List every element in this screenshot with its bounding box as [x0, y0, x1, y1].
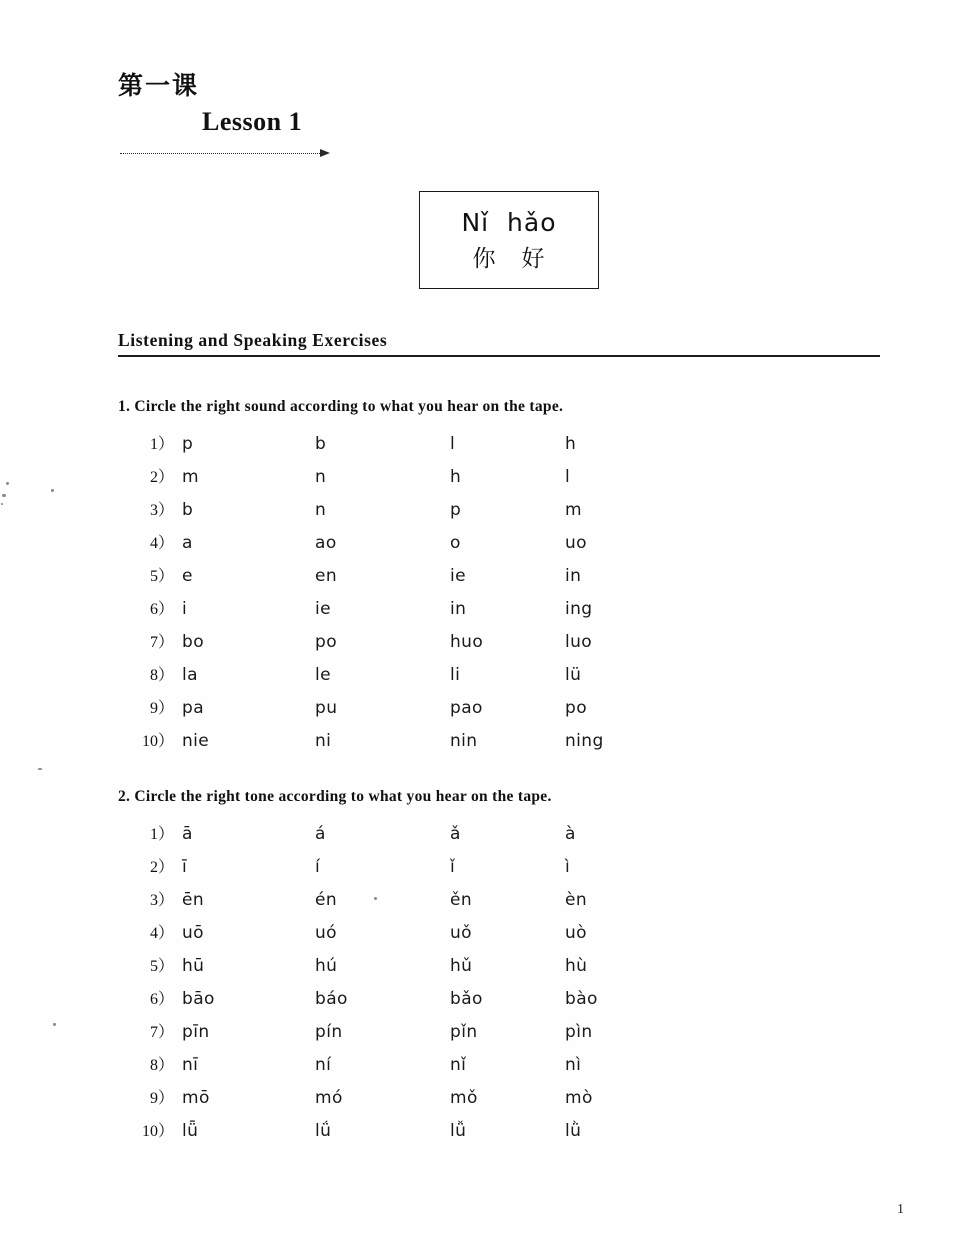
- option-choice[interactable]: le: [315, 665, 331, 685]
- option-choice[interactable]: ì: [565, 857, 571, 877]
- exercise-row: [118, 1016, 898, 1049]
- row-number: 10）: [141, 733, 174, 750]
- option-choice[interactable]: huo: [450, 632, 484, 652]
- option-choice[interactable]: pa: [182, 698, 205, 718]
- option-choice[interactable]: n: [315, 467, 327, 487]
- option-choice[interactable]: pǐn: [450, 1022, 478, 1042]
- option-choice[interactable]: ēn: [182, 890, 205, 910]
- option-choice[interactable]: ie: [450, 566, 466, 586]
- option-choice[interactable]: ī: [182, 857, 188, 877]
- option-choice[interactable]: bào: [565, 989, 598, 1009]
- row-number: 8）: [149, 667, 174, 684]
- option-choice[interactable]: ning: [565, 731, 604, 751]
- option-choice[interactable]: uo: [565, 533, 587, 553]
- option-choice[interactable]: e: [182, 566, 193, 586]
- exercise-rows: [118, 428, 898, 758]
- option-choice[interactable]: h: [565, 434, 577, 454]
- arrow-head-icon: [320, 149, 330, 157]
- row-number: 7）: [149, 634, 174, 651]
- exercise-row: [118, 725, 898, 758]
- option-choice[interactable]: in: [450, 599, 467, 619]
- option-choice[interactable]: nin: [450, 731, 478, 751]
- option-choice[interactable]: n: [315, 500, 327, 520]
- option-choice[interactable]: lǚ: [450, 1121, 467, 1141]
- option-choice[interactable]: ni: [315, 731, 332, 751]
- option-choice[interactable]: ā: [182, 824, 193, 844]
- option-choice[interactable]: uó: [315, 923, 337, 943]
- option-choice[interactable]: p: [182, 434, 194, 454]
- scan-speck: [6, 482, 9, 485]
- option-choice[interactable]: luo: [565, 632, 593, 652]
- exercise-prompt: 1. Circle the right sound according to what you hear on the tape.: [118, 398, 564, 415]
- exercise-prompt: 2. Circle the right tone according to what you hear on the tape.: [118, 788, 552, 805]
- option-choice[interactable]: mō: [182, 1088, 210, 1108]
- option-choice[interactable]: lǖ: [182, 1121, 199, 1141]
- scan-speck: [2, 494, 6, 497]
- option-choice[interactable]: lǜ: [565, 1121, 582, 1141]
- option-choice[interactable]: í: [315, 857, 321, 877]
- scan-speck: [51, 489, 54, 492]
- row-number: 7）: [149, 1024, 174, 1041]
- exercise-row: [118, 983, 898, 1016]
- option-choice[interactable]: èn: [565, 890, 588, 910]
- option-choice[interactable]: po: [315, 632, 337, 652]
- option-choice[interactable]: bo: [182, 632, 204, 652]
- option-choice[interactable]: lü: [565, 665, 582, 685]
- option-choice[interactable]: uò: [565, 923, 587, 943]
- scan-speck: [1, 503, 3, 505]
- lesson-header: [118, 72, 538, 137]
- exercise-row: [118, 851, 898, 884]
- exercise-block-1: [118, 398, 898, 758]
- option-choice[interactable]: en: [315, 566, 338, 586]
- option-choice[interactable]: a: [182, 533, 193, 553]
- exercise-row: [118, 1115, 898, 1148]
- row-number: 3）: [149, 892, 174, 909]
- option-choice[interactable]: nie: [182, 731, 210, 751]
- exercise-row: [118, 950, 898, 983]
- option-choice[interactable]: uō: [182, 923, 204, 943]
- option-choice[interactable]: ǐ: [450, 857, 456, 877]
- option-choice[interactable]: ao: [315, 533, 337, 553]
- option-choice[interactable]: la: [182, 665, 198, 685]
- scan-speck: [53, 1023, 56, 1026]
- lesson-title-box: [419, 191, 599, 289]
- row-number: 3）: [149, 502, 174, 519]
- exercise-row: [118, 1049, 898, 1082]
- title-box-pinyin: Nǐ hǎo: [461, 207, 557, 237]
- exercise-row: [118, 593, 898, 626]
- option-choice[interactable]: i: [182, 599, 188, 619]
- option-choice[interactable]: pao: [450, 698, 483, 718]
- row-number: 6）: [149, 991, 174, 1008]
- option-choice[interactable]: hù: [565, 956, 588, 976]
- row-number: 8）: [149, 1057, 174, 1074]
- lesson-title-english: Lesson 1: [202, 106, 303, 136]
- exercise-row: [118, 692, 898, 725]
- option-choice[interactable]: mò: [565, 1088, 593, 1108]
- scan-speck: [38, 768, 42, 770]
- option-choice[interactable]: hǔ: [450, 956, 473, 976]
- option-choice[interactable]: b: [182, 500, 194, 520]
- option-choice[interactable]: nì: [565, 1055, 582, 1075]
- row-number: 6）: [149, 601, 174, 618]
- exercise-row: [118, 917, 898, 950]
- row-number: 1）: [149, 436, 174, 453]
- row-number: 9）: [149, 1090, 174, 1107]
- lesson-title-chinese: 第一课: [118, 71, 200, 100]
- option-choice[interactable]: pín: [315, 1022, 343, 1042]
- row-number: 2）: [149, 859, 174, 876]
- exercise-row: [118, 461, 898, 494]
- option-choice[interactable]: pu: [315, 698, 338, 718]
- option-choice[interactable]: h: [450, 467, 462, 487]
- option-choice[interactable]: ing: [565, 599, 593, 619]
- option-choice[interactable]: á: [315, 824, 326, 844]
- option-choice[interactable]: l: [565, 467, 571, 487]
- option-choice[interactable]: nǐ: [450, 1055, 467, 1075]
- option-choice[interactable]: pīn: [182, 1022, 210, 1042]
- option-choice[interactable]: bāo: [182, 989, 215, 1009]
- option-choice[interactable]: m: [565, 500, 582, 520]
- option-choice[interactable]: in: [565, 566, 582, 586]
- option-choice[interactable]: mǒ: [450, 1088, 478, 1108]
- option-choice[interactable]: li: [450, 665, 461, 685]
- exercise-row: [118, 818, 898, 851]
- option-choice[interactable]: bǎo: [450, 989, 483, 1009]
- option-choice[interactable]: ní: [315, 1055, 332, 1075]
- option-choice[interactable]: nī: [182, 1055, 199, 1075]
- exercise-row: [118, 659, 898, 692]
- row-number: 2）: [149, 469, 174, 486]
- option-choice[interactable]: uǒ: [450, 923, 472, 943]
- exercise-row: [118, 560, 898, 593]
- exercise-row: [118, 626, 898, 659]
- option-choice[interactable]: m: [182, 467, 199, 487]
- section-title: Listening and Speaking Exercises: [118, 330, 388, 350]
- row-number: 9）: [149, 700, 174, 717]
- exercise-row: [118, 527, 898, 560]
- row-number: 5）: [149, 958, 174, 975]
- option-choice[interactable]: p: [450, 500, 462, 520]
- option-choice[interactable]: ǎ: [450, 824, 461, 844]
- option-choice[interactable]: o: [450, 533, 461, 553]
- option-choice[interactable]: à: [565, 824, 576, 844]
- option-choice[interactable]: l: [450, 434, 456, 454]
- exercise-block-2: [118, 788, 898, 1148]
- row-number: 4）: [149, 535, 174, 552]
- section-divider: [118, 355, 880, 357]
- option-choice[interactable]: pìn: [565, 1022, 593, 1042]
- option-choice[interactable]: hū: [182, 956, 205, 976]
- row-number: 4）: [149, 925, 174, 942]
- exercise-row: [118, 494, 898, 527]
- exercise-row: [118, 428, 898, 461]
- section-header: [118, 330, 880, 357]
- option-choice[interactable]: po: [565, 698, 587, 718]
- option-choice[interactable]: ěn: [450, 890, 473, 910]
- row-number: 5）: [149, 568, 174, 585]
- option-choice[interactable]: lǘ: [315, 1121, 332, 1141]
- dotted-line: [120, 153, 326, 154]
- option-choice[interactable]: báo: [315, 989, 348, 1009]
- page-number: 1: [897, 1202, 904, 1217]
- option-choice[interactable]: én: [315, 890, 338, 910]
- row-number: 1）: [149, 826, 174, 843]
- option-choice[interactable]: hú: [315, 956, 338, 976]
- exercise-row: [118, 1082, 898, 1115]
- option-choice[interactable]: mó: [315, 1088, 343, 1108]
- row-number: 10）: [141, 1123, 174, 1140]
- dotted-arrow-icon: [120, 148, 352, 160]
- exercise-rows: [118, 818, 898, 1148]
- exercise-row: [118, 884, 898, 917]
- option-choice[interactable]: ie: [315, 599, 331, 619]
- option-choice[interactable]: b: [315, 434, 327, 454]
- title-box-hanzi: 你 好: [472, 245, 546, 272]
